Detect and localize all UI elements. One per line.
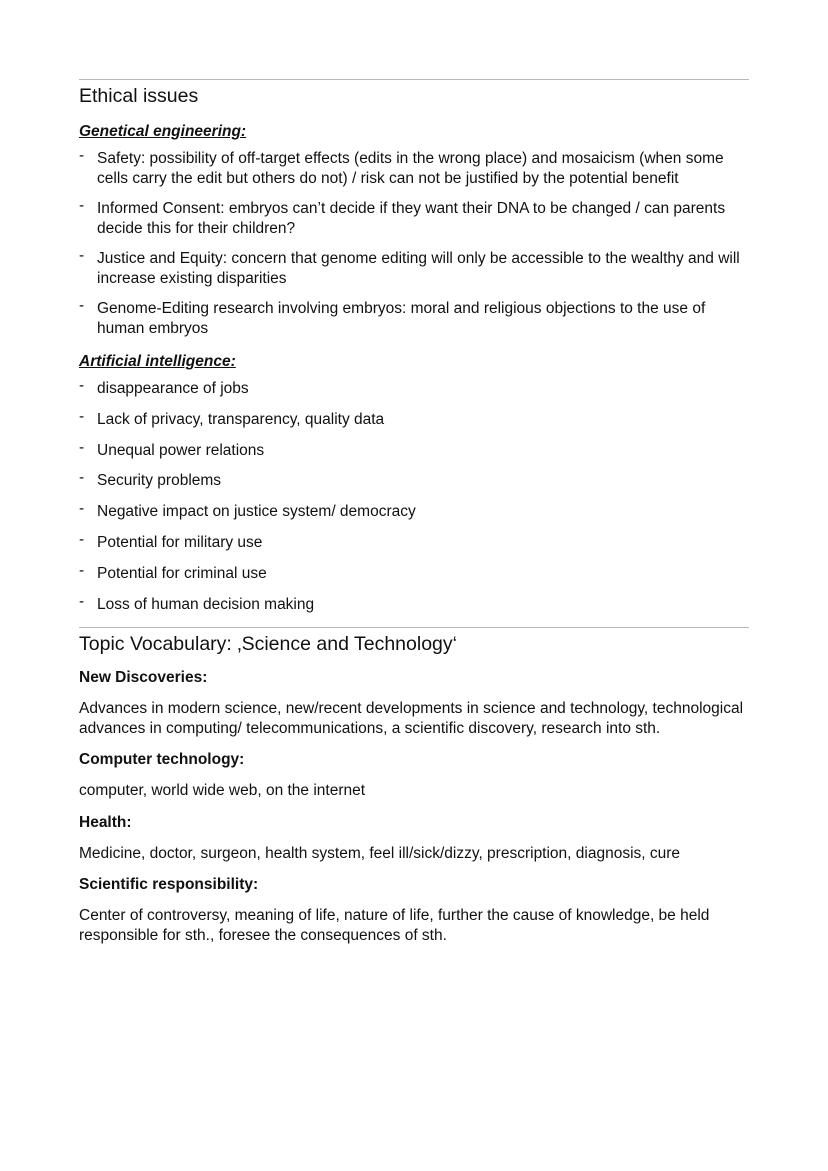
artificial-intelligence-heading: Artificial intelligence: [79, 353, 236, 370]
list-item-text: Informed Consent: embryos can’t decide if they want their DNA to be changed / can parents decide this for their children? [97, 200, 726, 237]
dash-bullet: - [79, 592, 85, 610]
dash-bullet: - [79, 297, 85, 314]
artificial-intelligence-list [79, 379, 749, 614]
list-item-text: Security problems [97, 472, 222, 490]
vocab-text-new-discoveries: Advances in modern science, new/recent developments in science and technology, technological advances in computing/ telecommunications, a scientific discovery, research into sth. [79, 700, 744, 737]
vocab-heading-health: Health: [79, 813, 132, 831]
vocab-text-computer-technology: computer, world wide web, on the internet [79, 782, 366, 800]
dash-bullet: - [79, 500, 85, 518]
list-item [79, 471, 749, 491]
list-item-text: Loss of human decision making [97, 595, 315, 613]
list-item-text: Genome-Editing research involving embryos: moral and religious objections to the use of human embryos [97, 300, 706, 337]
dash-bullet: - [79, 147, 85, 164]
vocab-heading-scientific-responsibility: Scientific responsibility: [79, 876, 259, 894]
dash-bullet: - [79, 561, 85, 579]
list-item [79, 592, 749, 615]
vocab-text-health: Medicine, doctor, surgeon, health system, feel ill/sick/dizzy, prescription, diagnosis, cure [79, 844, 681, 862]
list-item-text: Justice and Equity: concern that genome editing will only be accessible to the wealthy and will increase existing disparities [97, 250, 740, 287]
list-item-text: Lack of privacy, transparency, quality data [97, 410, 385, 428]
list-item-text: Potential for military use [97, 533, 263, 551]
list-item-text: Safety: possibility of off-target effects (edits in the wrong place) and mosaicism (when some cells carry the edit but others do not) / risk can not be justified by the potential benefit [97, 150, 724, 187]
list-item [79, 561, 749, 584]
dash-bullet: - [79, 530, 85, 548]
list-item-text: Unequal power relations [97, 441, 265, 459]
list-item [79, 149, 749, 188]
dash-bullet: - [79, 197, 85, 214]
dash-bullet: - [79, 247, 85, 264]
genetical-engineering-list [79, 149, 749, 338]
list-item [79, 299, 749, 338]
list-item [79, 502, 749, 522]
dash-bullet: - [79, 377, 85, 394]
vocab-heading-computer-technology: Computer technology: [79, 751, 245, 769]
genetical-engineering-heading: Genetical engineering: [79, 123, 247, 140]
list-item [79, 249, 749, 288]
list-item [79, 379, 749, 399]
list-item [79, 199, 749, 238]
list-item [79, 407, 749, 430]
list-item [79, 530, 749, 553]
section-divider [79, 79, 749, 80]
list-item [79, 438, 749, 461]
vocab-heading-new-discoveries: New Discoveries: [79, 669, 208, 687]
topic-vocabulary-title: Topic Vocabulary: ‚Science and Technology‘ [79, 633, 457, 656]
document-page [79, 0, 749, 945]
ethical-issues-title: Ethical issues [79, 85, 199, 107]
section-divider [79, 627, 749, 628]
list-item-text: disappearance of jobs [97, 380, 249, 397]
list-item-text: Negative impact on justice system/ democracy [97, 503, 416, 521]
dash-bullet: - [79, 438, 85, 456]
list-item-text: Potential for criminal use [97, 564, 267, 582]
dash-bullet: - [79, 407, 85, 425]
vocab-text-scientific-responsibility: Center of controversy, meaning of life, nature of life, further the cause of knowledge, be held responsible for sth., foresee the consequences of sth. [79, 907, 710, 944]
dash-bullet: - [79, 469, 85, 487]
